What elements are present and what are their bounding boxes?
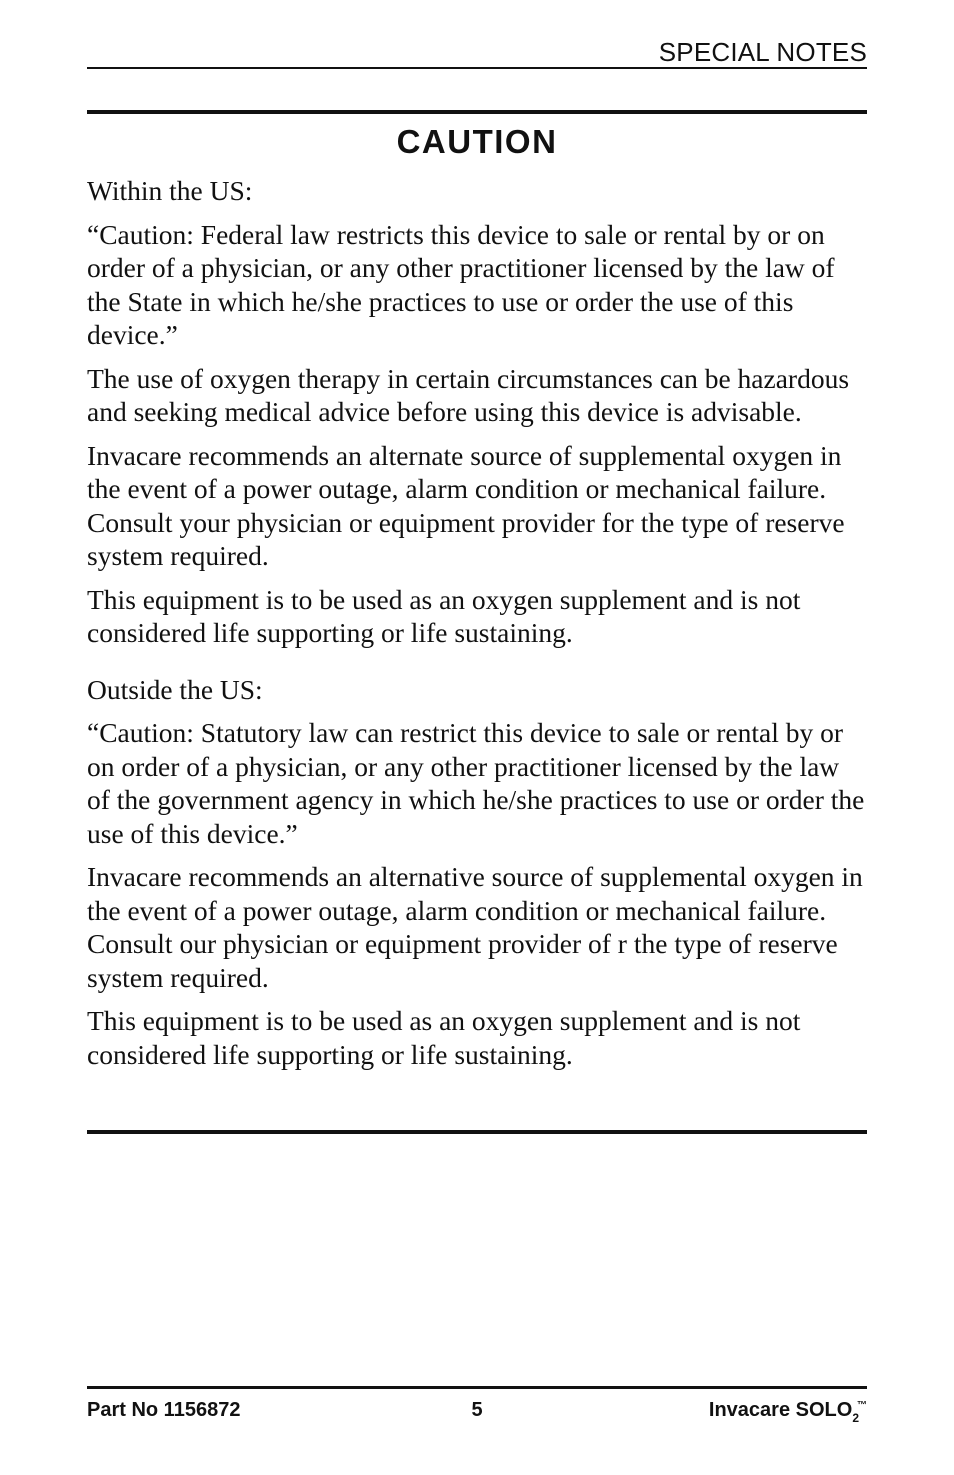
trademark-symbol: ™	[857, 1400, 867, 1411]
within-us-paragraph-4: This equipment is to be used as an oxygen supplement and is not considered life supporting or life sustaining.	[87, 583, 801, 648]
part-number: Part No 1156872	[87, 1399, 241, 1421]
within-us-paragraph-1: “Caution: Federal law restricts this device to sale or rental by or on order of a physician, or any other practitioner licensed by the law of the State in which he/she practices to use or order the use of this device.”	[87, 218, 835, 350]
outside-us-paragraph-2: Invacare recommends an alternative source of supplemental oxygen in the event of a power outage, alarm condition or mechanical failure. Consult our physician or equipment provider of r the type of reserve system required.	[87, 861, 863, 993]
caution-bottom-rule	[87, 1130, 867, 1134]
caution-body	[87, 174, 867, 1081]
page-footer	[87, 1397, 867, 1423]
caution-heading: CAUTION	[396, 123, 558, 160]
footer-divider	[87, 1386, 867, 1389]
outside-us-paragraph-1: “Caution: Statutory law can restrict this device to sale or rental by or on order of a physician, or any other practitioner licensed by the law of the government agency in which he/she practices to use or order the use of this device.”	[87, 717, 865, 849]
product-subscript: 2	[852, 1411, 859, 1425]
outside-us-paragraph-3: This equipment is to be used as an oxygen supplement and is not considered life supporting or life sustaining.	[87, 1005, 801, 1070]
page-number: 5	[471, 1399, 483, 1421]
page-section-title: SPECIAL NOTES	[658, 37, 867, 67]
within-us-label: Within the US:	[87, 175, 253, 206]
caution-top-rule	[87, 110, 867, 114]
header-divider	[87, 67, 867, 69]
within-us-paragraph-3: Invacare recommends an alternate source of supplemental oxygen in the event of a power outage, alarm condition or mechanical failure. Consult your physician or equipment provider for the type of reserve system required.	[87, 439, 845, 571]
product-name	[709, 1397, 859, 1431]
outside-us-label: Outside the US:	[87, 673, 263, 705]
within-us-paragraph-2: The use of oxygen therapy in certain circumstances can be hazardous and seeking medical advice before using this device is advisable.	[87, 362, 850, 427]
product-name-text: Invacare SOLO	[708, 1399, 853, 1421]
